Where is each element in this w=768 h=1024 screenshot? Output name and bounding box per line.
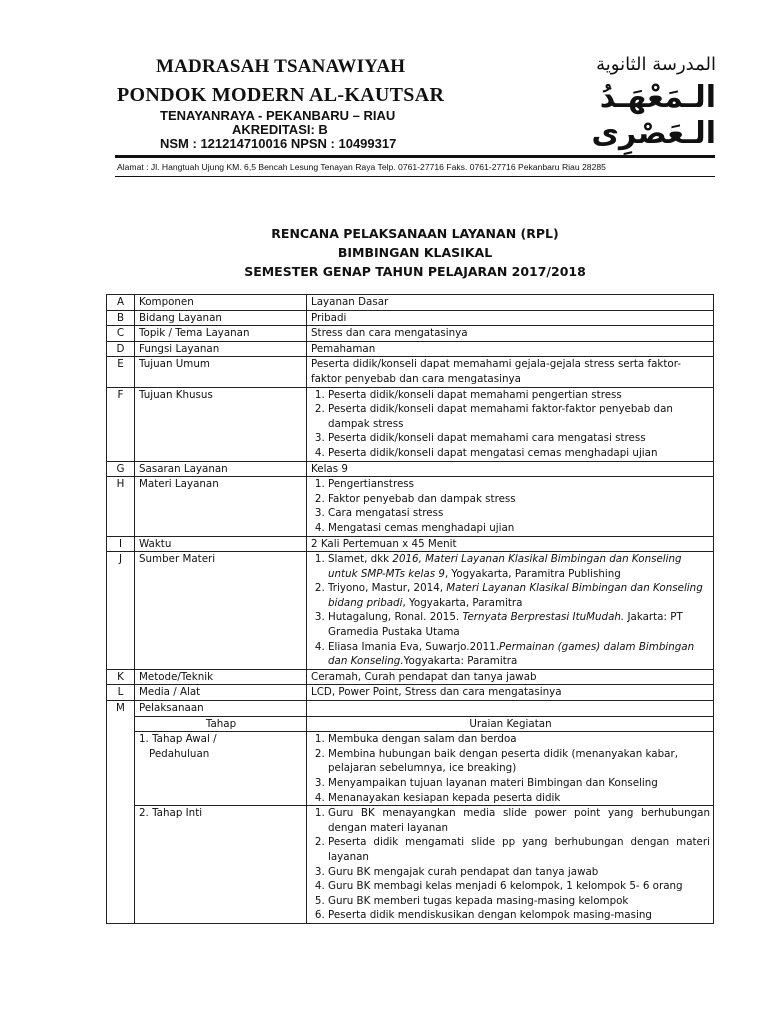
tahap-inti-activities bbox=[307, 806, 714, 924]
document-title-3: SEMESTER GENAP TAHUN PELAJARAN 2017/2018 bbox=[244, 264, 586, 279]
tahap-awal-list bbox=[311, 732, 710, 805]
list-item: 1. Guru BK menayangkan media slide power point yang berhubungan dengan materi layanan bbox=[328, 806, 710, 835]
document-titles bbox=[115, 224, 715, 281]
row-value bbox=[307, 552, 714, 670]
source-author: Eliasa Imania Eva, Suwarjo.2011. bbox=[328, 640, 500, 653]
header-rule-thin bbox=[115, 176, 715, 177]
tahap-inti-list bbox=[311, 806, 710, 923]
row-value: LCD, Power Point, Stress dan cara mengatasinya bbox=[307, 685, 714, 701]
school-name-line1: MADRASAH TSANAWIYAH bbox=[156, 56, 406, 77]
document-title-2: BIMBINGAN KLASIKAL bbox=[337, 245, 493, 260]
table-row bbox=[107, 536, 714, 552]
tahap-awal-label-line1: 1. Tahap Awal / bbox=[139, 733, 217, 746]
source-author: Hutagalung, Ronal. 2015. bbox=[328, 611, 463, 624]
source-publisher: Yogyakarta: Paramitra bbox=[403, 655, 518, 668]
source-item bbox=[328, 640, 710, 669]
list-item: 4. Peserta didik/konseli dapat mengatasi cemas menghadapi ujian bbox=[328, 446, 710, 461]
row-value: Ceramah, Curah pendapat dan tanya jawab bbox=[307, 669, 714, 685]
arabic-modern-name: الـعَصْرِى bbox=[591, 116, 716, 151]
table-row bbox=[107, 310, 714, 326]
row-label: Metode/Teknik bbox=[135, 669, 307, 685]
row-label: Sasaran Layanan bbox=[135, 461, 307, 477]
row-label: Topik / Tema Layanan bbox=[135, 326, 307, 342]
row-value bbox=[307, 387, 714, 461]
sumber-materi-list bbox=[311, 552, 710, 669]
row-code: E bbox=[107, 357, 135, 387]
tahap-inti-label: 2. Tahap Inti bbox=[135, 806, 307, 924]
list-item: 2. Faktor penyebab dan dampak stress bbox=[328, 492, 710, 507]
row-label: Tujuan Khusus bbox=[135, 387, 307, 461]
row-value bbox=[307, 477, 714, 536]
row-value: Stress dan cara mengatasinya bbox=[307, 326, 714, 342]
table-row bbox=[107, 669, 714, 685]
school-name-line2: PONDOK MODERN AL-KAUTSAR bbox=[117, 84, 445, 106]
row-label: Tujuan Umum bbox=[135, 357, 307, 387]
header-rule-thick bbox=[115, 155, 715, 158]
row-code: H bbox=[107, 477, 135, 536]
row-code: J bbox=[107, 552, 135, 670]
tahap-awal-label bbox=[135, 732, 307, 806]
table-row bbox=[107, 326, 714, 342]
arabic-institute-name: الـمَعْهَـدُ bbox=[599, 80, 716, 115]
tahap-awal-label-line2: Pedahuluan bbox=[149, 747, 210, 760]
list-item: 4. Guru BK membagi kelas menjadi 6 kelompok, 1 kelompok 5- 6 orang bbox=[328, 879, 710, 894]
row-value: 2 Kali Pertemuan x 45 Menit bbox=[307, 536, 714, 552]
source-author: Slamet, dkk bbox=[328, 553, 393, 566]
source-title: Materi Layanan Klasikal Bimbingan dan Konseling bidang pribadi bbox=[328, 582, 703, 609]
source-title: Permainan (games) dalam Bimbingan dan Konseling. bbox=[328, 640, 695, 668]
tahap-column-header: Tahap bbox=[135, 716, 307, 732]
table-row bbox=[107, 461, 714, 477]
list-item: 6. Peserta didik mendiskusikan dengan kelompok masing-masing bbox=[328, 908, 710, 923]
table-row bbox=[107, 685, 714, 701]
table-row bbox=[107, 477, 714, 536]
row-value bbox=[307, 701, 714, 717]
source-publisher: , Yogyakarta, Paramitra Publishing bbox=[444, 567, 621, 580]
row-label: Bidang Layanan bbox=[135, 310, 307, 326]
document-title-1: RENCANA PELAKSANAAN LAYANAN (RPL) bbox=[271, 226, 559, 241]
row-label: Materi Layanan bbox=[135, 477, 307, 536]
table-row bbox=[107, 295, 714, 311]
tahap-awal-activities bbox=[307, 732, 714, 806]
list-item: 2. Peserta didik mengamati slide pp yang berhubungan dengan materi layanan bbox=[328, 835, 710, 864]
materi-layanan-list bbox=[311, 477, 710, 535]
list-item: 4. Menanayakan kesiapan kepada peserta didik bbox=[328, 791, 710, 806]
table-row bbox=[107, 701, 714, 717]
source-title: 2016, Materi Layanan Klasikal Bimbingan dan Konseling untuk SMP-MTs kelas 9 bbox=[328, 553, 682, 580]
source-item bbox=[328, 581, 710, 610]
row-code: D bbox=[107, 341, 135, 357]
tujuan-khusus-list bbox=[311, 388, 710, 461]
table-row bbox=[107, 387, 714, 461]
school-address: Alamat : Jl. Hangtuah Ujung KM. 6,5 Bencah Lesung Tenayan Raya Telp. 0761-27716 Faks. 0761-27716 Pekanbaru Riau 28285 bbox=[117, 162, 606, 172]
row-value: Layanan Dasar bbox=[307, 295, 714, 311]
row-code: F bbox=[107, 387, 135, 461]
row-value: Kelas 9 bbox=[307, 461, 714, 477]
list-item: 3. Peserta didik/konseli dapat memahami cara mengatasi stress bbox=[328, 431, 710, 446]
source-publisher: , Yogyakarta, Paramitra bbox=[402, 596, 523, 609]
row-code: L bbox=[107, 685, 135, 701]
row-value: Peserta didik/konseli dapat memahami gejala-gejala stress serta faktor-faktor penyebab dan cara mengatasinya bbox=[307, 357, 714, 387]
list-item: 1. Pengertianstress bbox=[328, 477, 710, 492]
arabic-school-type: المدرسة الثانوية bbox=[596, 54, 716, 75]
row-code: C bbox=[107, 326, 135, 342]
rpl-table bbox=[106, 294, 714, 924]
tahap-awal-row bbox=[107, 732, 714, 806]
row-code: I bbox=[107, 536, 135, 552]
table-row bbox=[107, 552, 714, 670]
row-code: G bbox=[107, 461, 135, 477]
list-item: 2. Membina hubungan baik dengan peserta didik (menanyakan kabar, pelajaran sebelumnya, ice breaking) bbox=[328, 747, 710, 776]
row-code: M bbox=[107, 701, 135, 924]
list-item: 1. Peserta didik/konseli dapat memahami pengertian stress bbox=[328, 388, 710, 403]
list-item: 3. Cara mengatasi stress bbox=[328, 506, 710, 521]
table-row bbox=[107, 341, 714, 357]
source-item bbox=[328, 610, 710, 639]
school-accreditation: AKREDITASI: B bbox=[232, 122, 328, 137]
tahap-inti-row bbox=[107, 806, 714, 924]
row-label: Fungsi Layanan bbox=[135, 341, 307, 357]
uraian-column-header: Uraian Kegiatan bbox=[307, 716, 714, 732]
table-row bbox=[107, 357, 714, 387]
pelaksanaan-header-row bbox=[107, 716, 714, 732]
list-item: 3. Guru BK mengajak curah pendapat dan tanya jawab bbox=[328, 865, 710, 880]
source-publisher: Jakarta: PT Gramedia Pustaka Utama bbox=[328, 611, 683, 639]
list-item: 5. Guru BK memberi tugas kepada masing-masing kelompok bbox=[328, 894, 710, 909]
source-item bbox=[328, 552, 710, 581]
row-label: Sumber Materi bbox=[135, 552, 307, 670]
letterhead bbox=[0, 0, 768, 180]
list-item: 2. Peserta didik/konseli dapat memahami faktor-faktor penyebab dan dampak stress bbox=[328, 402, 710, 431]
row-code: K bbox=[107, 669, 135, 685]
school-location: TENAYANRAYA - PEKANBARU – RIAU bbox=[160, 108, 396, 123]
list-item: 4. Mengatasi cemas menghadapi ujian bbox=[328, 521, 710, 536]
row-code: A bbox=[107, 295, 135, 311]
row-label: Waktu bbox=[135, 536, 307, 552]
school-registration: NSM : 121214710016 NPSN : 10499317 bbox=[160, 136, 397, 151]
row-label: Komponen bbox=[135, 295, 307, 311]
row-code: B bbox=[107, 310, 135, 326]
list-item: 3. Menyampaikan tujuan layanan materi Bimbingan dan Konseling bbox=[328, 776, 710, 791]
source-title: Ternyata Berprestasi ItuMudah. bbox=[462, 611, 625, 624]
source-author: Triyono, Mastur, 2014, bbox=[328, 582, 447, 595]
row-label: Pelaksanaan bbox=[135, 701, 307, 717]
row-label: Media / Alat bbox=[135, 685, 307, 701]
row-value: Pemahaman bbox=[307, 341, 714, 357]
row-value: Pribadi bbox=[307, 310, 714, 326]
list-item: 1. Membuka dengan salam dan berdoa bbox=[328, 732, 710, 747]
